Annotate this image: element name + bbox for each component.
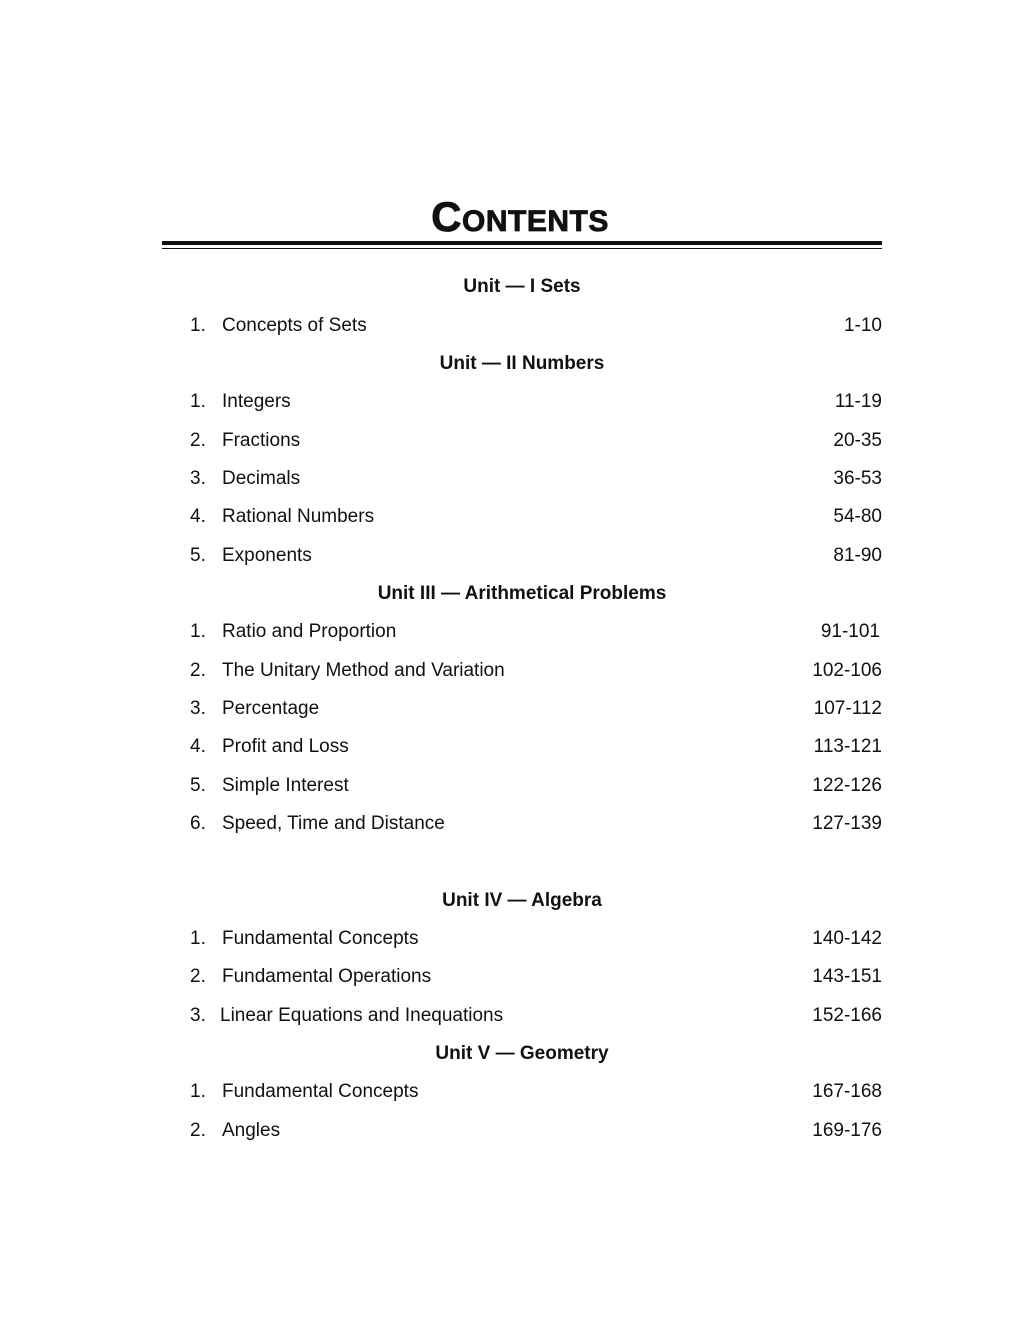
toc-entry-title: Fundamental Concepts: [222, 928, 419, 949]
unit-heading: Unit III — Arithmetical Problems: [377, 583, 667, 604]
toc-entry-title: Fractions: [222, 430, 301, 451]
toc-entry-pages: 36-53: [833, 468, 882, 489]
toc-entry: [190, 314, 882, 338]
toc-entry-pages: 167-168: [812, 1081, 882, 1102]
unit-heading: Unit V — Geometry: [435, 1043, 609, 1064]
page-title-rest: ONTENTS: [462, 205, 609, 238]
toc-entry-number: 1.: [190, 391, 206, 412]
toc-entry-title: Decimals: [222, 468, 301, 489]
toc-entry-number: 5.: [190, 775, 206, 796]
toc-entry-title: Profit and Loss: [222, 736, 349, 757]
toc-entry: [190, 620, 882, 644]
toc-entry-pages: 140-142: [812, 928, 882, 949]
toc-entry-title: Angles: [222, 1120, 281, 1141]
toc-entry: [190, 697, 882, 721]
toc-entry-title: Simple Interest: [222, 775, 349, 796]
toc-entry-pages: 143-151: [812, 966, 882, 987]
toc-entry-title: Percentage: [222, 698, 320, 719]
toc-entry-number: 1.: [190, 1081, 206, 1102]
toc-entry: [190, 927, 882, 951]
toc-entry-title: Speed, Time and Distance: [222, 813, 445, 834]
toc-entry: [190, 812, 882, 836]
title-rule-thin: [162, 248, 882, 249]
toc-entry-number: 5.: [190, 545, 206, 566]
toc-entry-number: 2.: [190, 1120, 206, 1141]
toc-entry-pages: 11-19: [834, 391, 882, 412]
toc-entry-pages: 91-101: [820, 621, 880, 642]
toc-entry-number: 6.: [190, 813, 206, 834]
toc-entry-title: The Unitary Method and Variation: [222, 660, 505, 681]
toc-entry-title: Fundamental Concepts: [222, 1081, 419, 1102]
unit-heading: Unit IV — Algebra: [442, 890, 602, 911]
toc-entry: [190, 965, 882, 989]
toc-entry: [190, 659, 882, 683]
toc-entry-pages: 20-35: [833, 430, 882, 451]
toc-entry-pages: 102-106: [812, 660, 882, 681]
toc-entry-pages: 113-121: [813, 736, 882, 757]
toc-entry-pages: 169-176: [812, 1120, 882, 1141]
toc-entry-title: Integers: [222, 391, 291, 412]
toc-entry-pages: 152-166: [812, 1005, 882, 1026]
toc-entry-title: Fundamental Operations: [222, 966, 432, 987]
toc-entry-pages: 122-126: [812, 775, 882, 796]
toc-entry: [190, 735, 882, 759]
toc-entry-number: 2.: [190, 430, 206, 451]
unit-heading: Unit — I Sets: [463, 276, 581, 297]
toc-entry: [190, 544, 882, 568]
toc-entry-title: Concepts of Sets: [222, 315, 367, 336]
title-rule-thick: [162, 241, 882, 245]
toc-entry-number: 4.: [190, 736, 206, 757]
page-title-initial: C: [431, 193, 462, 240]
toc-entry: [190, 1119, 882, 1143]
toc-entry-number: 4.: [190, 506, 206, 527]
toc-entry-number: 3.: [190, 1005, 206, 1026]
toc-entry: [190, 390, 882, 414]
toc-entry-number: 2.: [190, 660, 206, 681]
toc-entry-pages: 81-90: [833, 545, 882, 566]
toc-entry-title: Ratio and Proportion: [222, 621, 397, 642]
toc-entry-number: 2.: [190, 966, 206, 987]
toc-entry-number: 1.: [190, 621, 206, 642]
page-title: [0, 192, 1020, 247]
toc-entry-number: 1.: [190, 928, 206, 949]
toc-entry-pages: 1-10: [843, 315, 882, 336]
toc-entry: [190, 774, 882, 798]
toc-entry-number: 3.: [190, 468, 206, 489]
toc-entry-title: Exponents: [222, 545, 312, 566]
toc-entry: [190, 429, 882, 453]
toc-entry-pages: 127-139: [812, 813, 882, 834]
toc-entry-title: Linear Equations and Inequations: [220, 1005, 504, 1026]
toc-entry-title: Rational Numbers: [222, 506, 375, 527]
toc-entry: [190, 1004, 882, 1028]
toc-entry: [190, 467, 882, 491]
toc-entry: [190, 505, 882, 529]
toc-entry-pages: 107-112: [813, 698, 882, 719]
toc-entry-number: 1.: [190, 315, 206, 336]
toc-entry-pages: 54-80: [833, 506, 882, 527]
unit-heading: Unit — II Numbers: [439, 353, 605, 374]
toc-entry: [190, 1080, 882, 1104]
toc-entry-number: 3.: [190, 698, 206, 719]
